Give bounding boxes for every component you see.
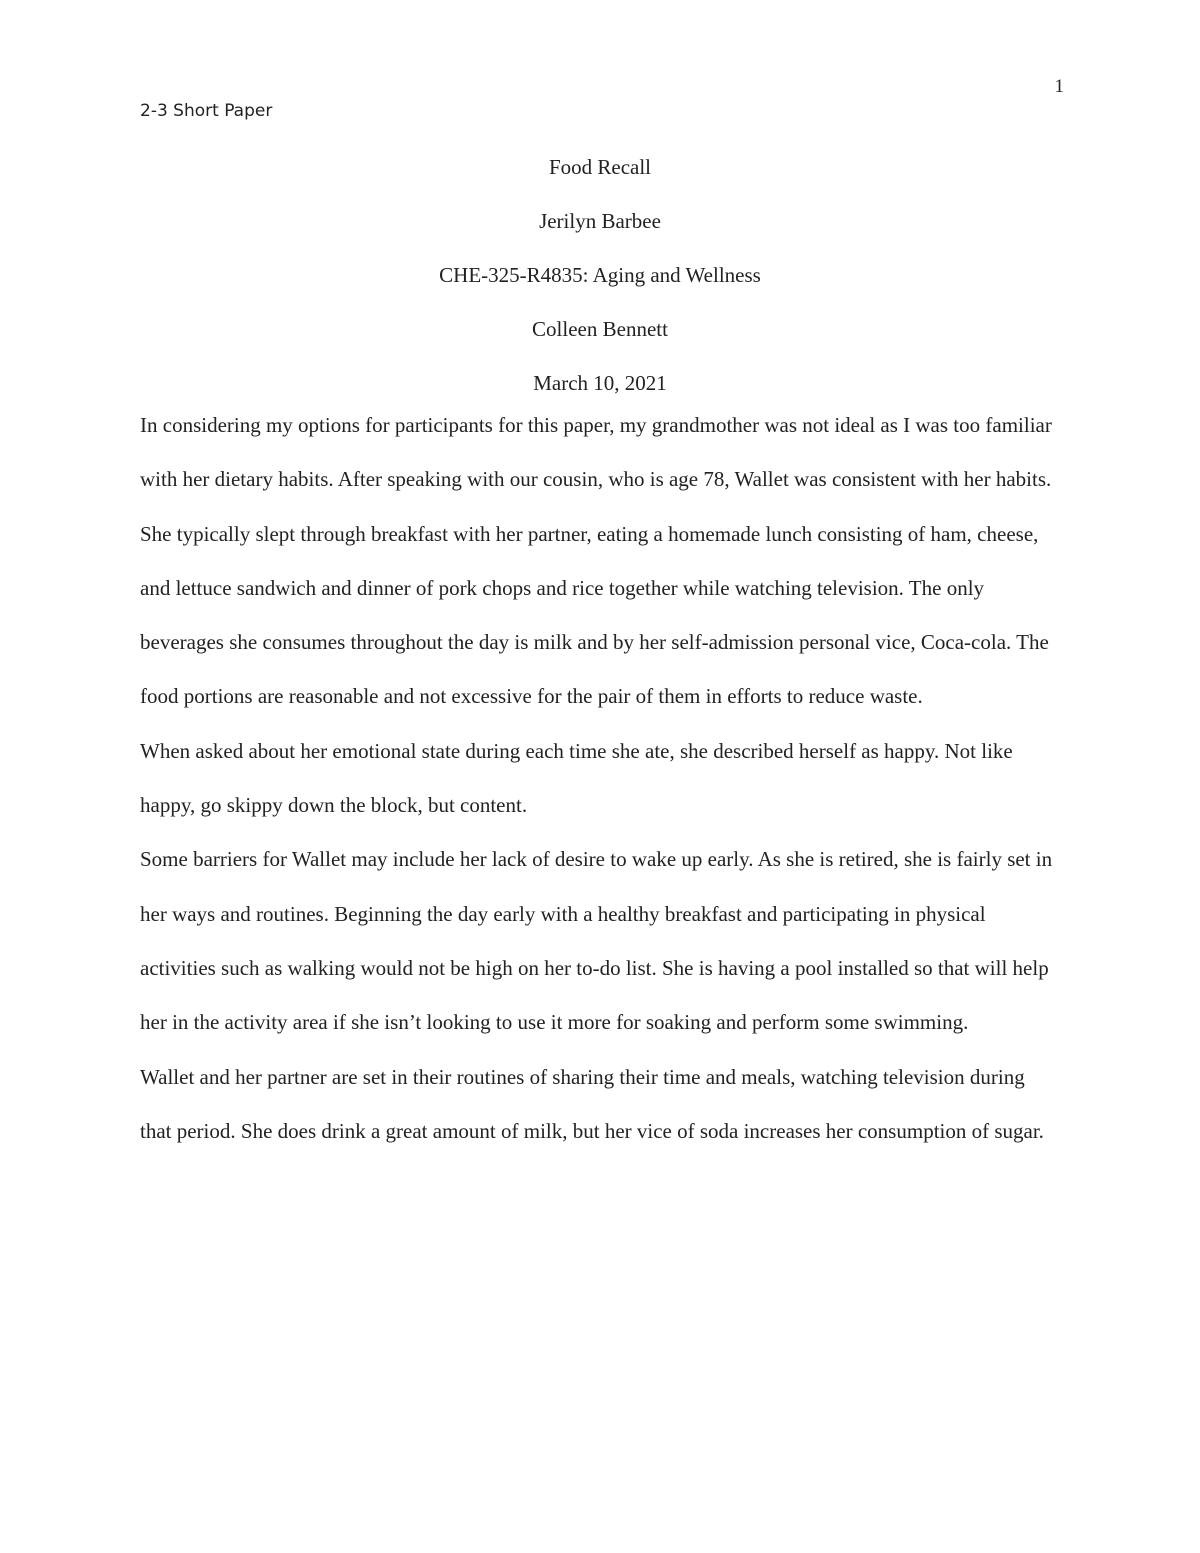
body-text (140, 398, 1060, 1158)
paper-title: Food Recall (548, 155, 652, 179)
paragraph-4: Wallet and her partner are set in their routines of sharing their time and meals, watching television during that period. She does drink a great amount of milk, but her vice of soda increases her consumption of sugar. (140, 1064, 1044, 1143)
running-head: 2-3 Short Paper (140, 101, 273, 121)
paper-date: March 10, 2021 (533, 371, 667, 395)
paragraph-3: Some barriers for Wallet may include her lack of desire to wake up early. As she is retired, she is fairly set in her ways and routines. Beginning the day early with a healthy breakfast and participating in physical activities such as walking would not be high on her to-do list. She is having a pool installed so that will help her in the activity area if she isn’t looking to use it more for soaking and perform some swimming. (140, 847, 1053, 1035)
title-block (140, 140, 1060, 410)
page-number: 1 (1054, 76, 1064, 97)
instructor-name: Colleen Bennett (532, 317, 668, 341)
paragraph-1: In considering my options for participants for this paper, my grandmother was not ideal as I was too familiar with her dietary habits. After speaking with our cousin, who is age 78, Wallet was consistent with her habits. She typically slept through breakfast with her partner, eating a homemade lunch consisting of ham, cheese, and lettuce sandwich and dinner of pork chops and rice together while watching television. The only beverages she consumes throughout the day is milk and by her self-admission personal vice, Coca-cola. The food portions are reasonable and not excessive for the pair of them in efforts to reduce waste. (140, 413, 1052, 709)
paragraph-2: When asked about her emotional state during each time she ate, she described herself as happy. Not like happy, go skippy down the block, but content. (140, 738, 1013, 818)
course-name: CHE-325-R4835: Aging and Wellness (439, 263, 761, 287)
author-name: Jerilyn Barbee (539, 209, 661, 233)
